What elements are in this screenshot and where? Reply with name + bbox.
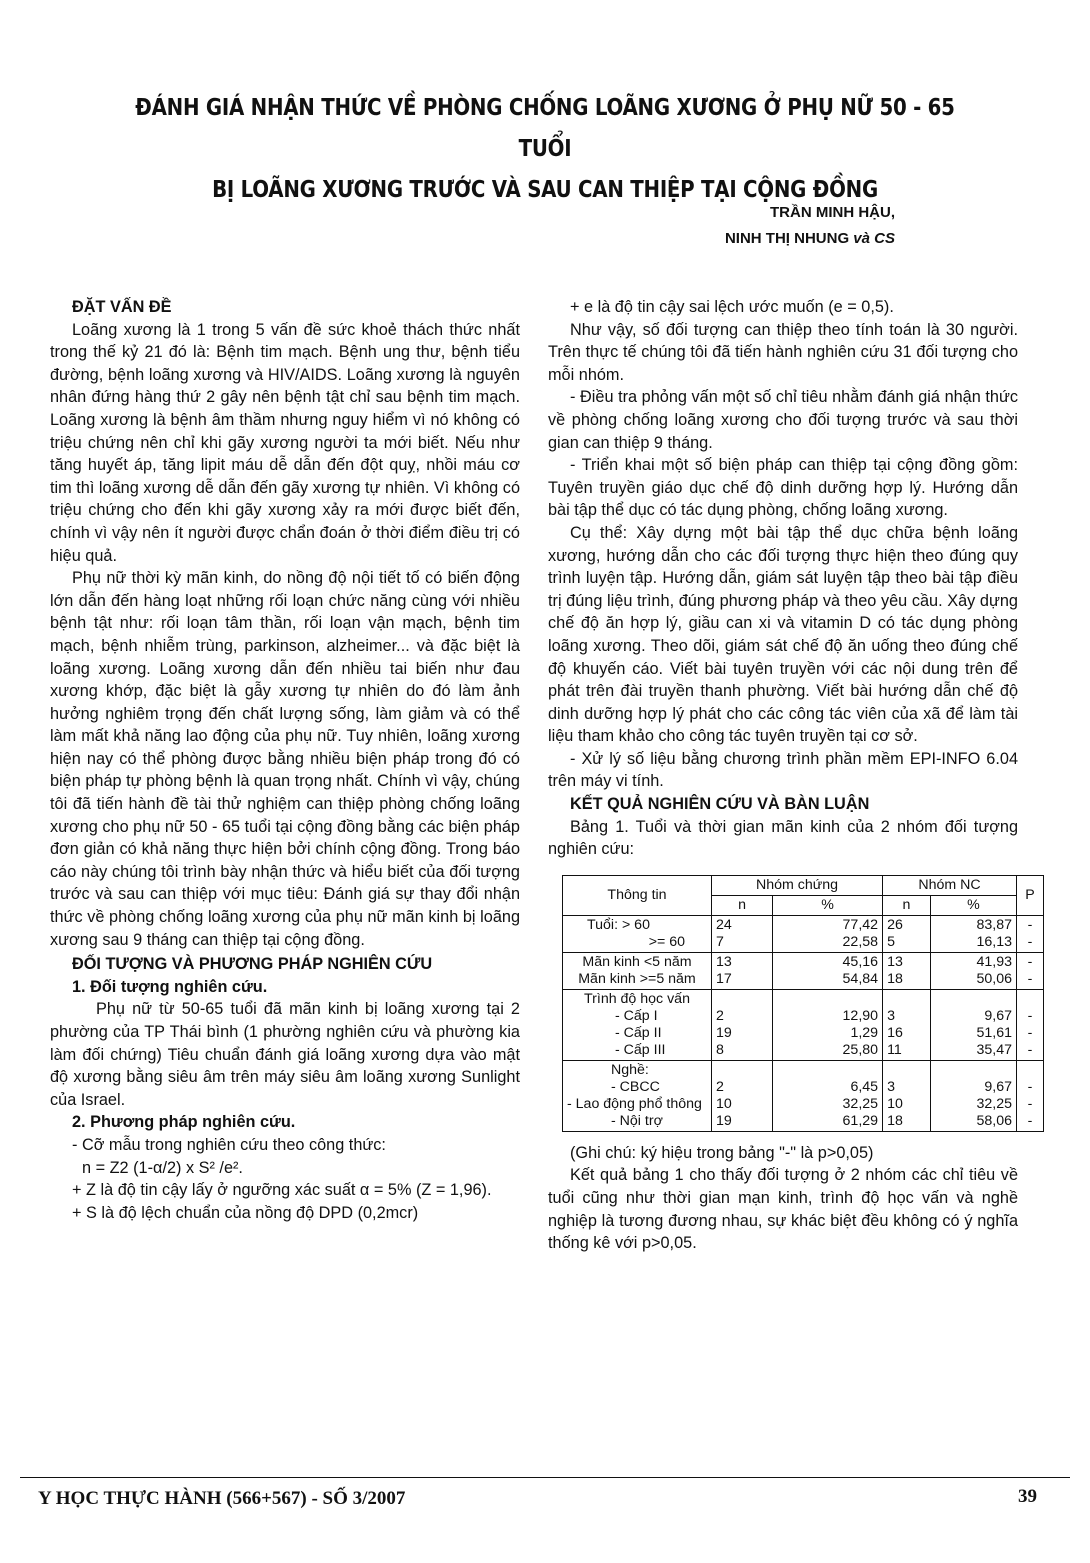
- table-row: Mãn kinh <5 năm Mãn kinh >=5 năm 13 17 45,16 54,84 13 18 41,93 50,06 - -: [563, 952, 1044, 989]
- header-control-group: Nhóm chứng: [712, 875, 883, 895]
- paragraph: - Triển khai một số biện pháp can thiệp tại cộng đồng gồm: Tuyên truyền giáo dục chế độ dinh dưỡng hợp lý. Hướng dẫn bài tập thể dục có tác dụng phòng, chống loãng xương.: [548, 456, 1018, 520]
- author-2-line: [725, 226, 895, 252]
- right-column: [548, 296, 1035, 1255]
- row-label: Tuổi: > 60 >= 60: [563, 915, 712, 952]
- header-p: P: [1017, 875, 1044, 915]
- author-suffix: và CS: [853, 230, 895, 247]
- table-note: (Ghi chú: ký hiệu trong bảng "-" là p>0,05): [570, 1143, 874, 1162]
- header-pct: %: [930, 895, 1016, 915]
- row-label: Trình độ học vấn - Cấp I - Cấp II - Cấp III: [563, 989, 712, 1060]
- paragraph: Như vậy, số đối tượng can thiệp theo tính toán là 30 người. Trên thực tế chúng tôi đã tiến hành nghiên cứu 31 đối tượng cho mỗi nhóm.: [548, 320, 1018, 384]
- left-column: [50, 296, 520, 1224]
- author-1: TRẦN MINH HẬU,: [770, 204, 895, 221]
- journal-footer: Y HỌC THỰC HÀNH (566+567) - SỐ 3/2007: [38, 1488, 406, 1509]
- header-info: Thông tin: [563, 875, 712, 915]
- table-row: Nghề: - CBCC - Lao động phổ thông - Nội trợ 2 10 19 6,45 32,25 61,29 3 10 18 9,67 32,25 58,06 - - -: [563, 1060, 1044, 1131]
- table-row: Tuổi: > 60 >= 60 24 7 77,42 22,58 26 5 83,87 16,13 - -: [563, 915, 1044, 952]
- title-line-1: ĐÁNH GIÁ NHẬN THỨC VỀ PHÒNG CHỐNG LOÃNG XƯƠNG Ở PHỤ NỮ 50 - 65 TUỔI: [135, 95, 955, 162]
- paragraph: + Z là độ tin cậy lấy ở ngưỡng xác suất α = 5% (Z = 1,96).: [72, 1181, 492, 1200]
- paragraph: + e là độ tin cậy sai lệch ước muốn (e = 0,5).: [570, 298, 894, 316]
- paragraph: Phụ nữ thời kỳ mãn kinh, do nồng độ nội tiết tố có biến động lớn dẫn đến hàng loạt những rối loạn chức năng cùng với nhiều bệnh tật như: rối loạn tâm thần, rối loạn vận mạch, bệnh tim mạch, bệnh nhiễm trùng, parkinson, alzheimer... và đặc biệt là loãng xương. Loãng xương dẫn đến nhiều tai biến như đau xương khớp, đặc biệt là gẫy xương tự nhiên do đó làm ảnh hưởng nghiêm trọng đến chất lượng sống, làm giảm và có thể làm mất khả năng lao động của phụ nữ. Tuy nhiên, loãng xương hiện nay có thể phòng được bằng nhiều biện pháp trong đó có biện pháp tự phòng bệnh là quan trọng nhất. Chính vì vậy, chúng tôi đã tiến hành đề tài thử nghiệm can thiệp phòng chống loãng xương cho phụ nữ 50 - 65 tuổi tại cộng đồng bằng các biện pháp đơn giản có khả năng thực hiện bởi chính cộng đồng. Trong báo cáo này chúng tôi trình bày nhận thức và hiểu biết của đối tượng trước và sau can thiệp với mục tiêu: Đánh giá sự thay đổi nhận thức về phòng chống loãng xương của phụ nữ mãn kinh bị loãng xương sau 9 tháng can thiệp tại cộng đồng.: [50, 569, 520, 949]
- paragraph: - Điều tra phỏng vấn một số chỉ tiêu nhằm đánh giá nhận thức về phòng chống loãng xương cho đối tượng trước và sau thời gian can thiệp 9 tháng.: [548, 388, 1018, 452]
- row-label: Nghề: - CBCC - Lao động phổ thông - Nội trợ: [563, 1060, 712, 1131]
- paragraph: Kết quả bảng 1 cho thấy đối tượng ở 2 nhóm các chỉ tiêu về tuổi cũng như thời gian mạn kinh, trình độ học vấn và nghề nghiệp là tương đương nhau, sự khác biệt đều không có ý nghĩa thống kê với p>0,05.: [548, 1166, 1018, 1253]
- subheading-subjects: 1. Đối tượng nghiên cứu.: [72, 977, 268, 996]
- subheading-method: 2. Phương pháp nghiên cứu.: [72, 1113, 296, 1132]
- authors: [725, 200, 895, 252]
- page-number: 39: [1018, 1486, 1037, 1507]
- footer-divider: [20, 1477, 1070, 1478]
- header-pct: %: [773, 895, 883, 915]
- paragraph: - Xử lý số liệu bằng chương trình phần mềm EPI-INFO 6.04 trên máy vi tính.: [548, 749, 1018, 791]
- paragraph: + S là độ lệch chuẩn của nồng độ DPD (0,2mcr): [72, 1203, 419, 1222]
- formula: n = Z2 (1-α/2) x S² /e².: [82, 1158, 243, 1177]
- header-study-group: Nhóm NC: [883, 875, 1017, 895]
- paragraph: Loãng xương là 1 trong 5 vấn đề sức khoẻ thách thức nhất trong thế kỷ 21 đó là: Bệnh tim mạch. Bệnh ung thư, bệnh tiểu đường, bệnh loãng xương và HIV/AIDS. Loãng xương là nguyên nhân đứng hàng thứ 2 gây nên bệnh tật chỉ sau bệnh tim mạch. Loãng xương là bệnh âm thầm nhưng nguy hiểm vì nó không có triệu chứng nên chỉ khi gãy xương người ta mới biết. Nếu như tăng huyết áp, tăng lipit máu dễ dẫn đến đột quỵ, nhồi máu cơ tim thì loãng xương dễ dẫn đến gãy xương tự nhiên. Vì không có triệu chứng cho đến khi gãy xương xảy ra mới được biết đến, chính vì vậy nên ít người được chẩn đoán ở thời điểm điều trị có hiệu quả.: [50, 320, 520, 565]
- section-heading-intro: ĐẶT VẤN ĐỀ: [72, 298, 172, 316]
- header-n: n: [712, 895, 773, 915]
- paragraph: Phụ nữ từ 50-65 tuổi đã mãn kinh bị loãng xương tại 2 phường của TP Thái bình (1 phường nghiên cứu và phường kia làm đối chứng) Tiêu chuẩn đánh giá loãng xương dựa vào mật độ xương bằng siêu âm trên máy siêu âm loãng xương Sunlight của Israel.: [50, 1000, 520, 1109]
- paragraph: Cụ thể: Xây dựng một bài tập thể dục chữa bệnh loãng xương, hướng dẫn cho các đối tượng thực hiện theo đúng quy trình luyện tập. Hướng dẫn, giám sát luyện tập theo bài tập điều trị đúng liệu trình, đúng phương pháp và theo yêu cầu. Xây dựng chế độ ăn hợp lý, giầu can xi và vitamin D có tác dụng phòng loãng xương. Theo dõi, giám sát chế độ ăn uống theo đúng chế độ khuyến cáo. Viết bài tuyên truyền với các nội dung trên để phát trên đài truyền thanh phường. Viết bài hướng dẫn chế độ dinh dưỡng hợp lý phát cho các công tác viên của xã để làm tài liệu tham khảo cho công tác tuyên truyền tại cơ sở.: [548, 523, 1018, 746]
- section-heading-results: KẾT QUẢ NGHIÊN CỨU VÀ BÀN LUẬN: [570, 795, 870, 814]
- header-n: n: [883, 895, 931, 915]
- section-heading-methods: ĐỐI TƯỢNG VÀ PHƯƠNG PHÁP NGHIÊN CỨU: [72, 955, 433, 974]
- paragraph: - Cỡ mẫu trong nghiên cứu theo công thức:: [72, 1135, 386, 1154]
- results-table: [562, 875, 1044, 1132]
- title-line-2: BỊ LOÃNG XƯƠNG TRƯỚC VÀ SAU CAN THIỆP TẠI CỘNG ĐỒNG: [212, 177, 878, 203]
- table-row: Trình độ học vấn - Cấp I - Cấp II - Cấp III 2 19 8 12,90 1,29 25,80 3 16 11 9,67 51,61 35,47 - - -: [563, 989, 1044, 1060]
- row-label: Mãn kinh <5 năm Mãn kinh >=5 năm: [563, 952, 712, 989]
- paper-title: [111, 88, 980, 211]
- author-2: NINH THỊ NHUNG: [724, 230, 850, 247]
- table-caption: Bảng 1. Tuổi và thời gian mãn kinh của 2 nhóm đối tượng nghiên cứu:: [548, 817, 1018, 859]
